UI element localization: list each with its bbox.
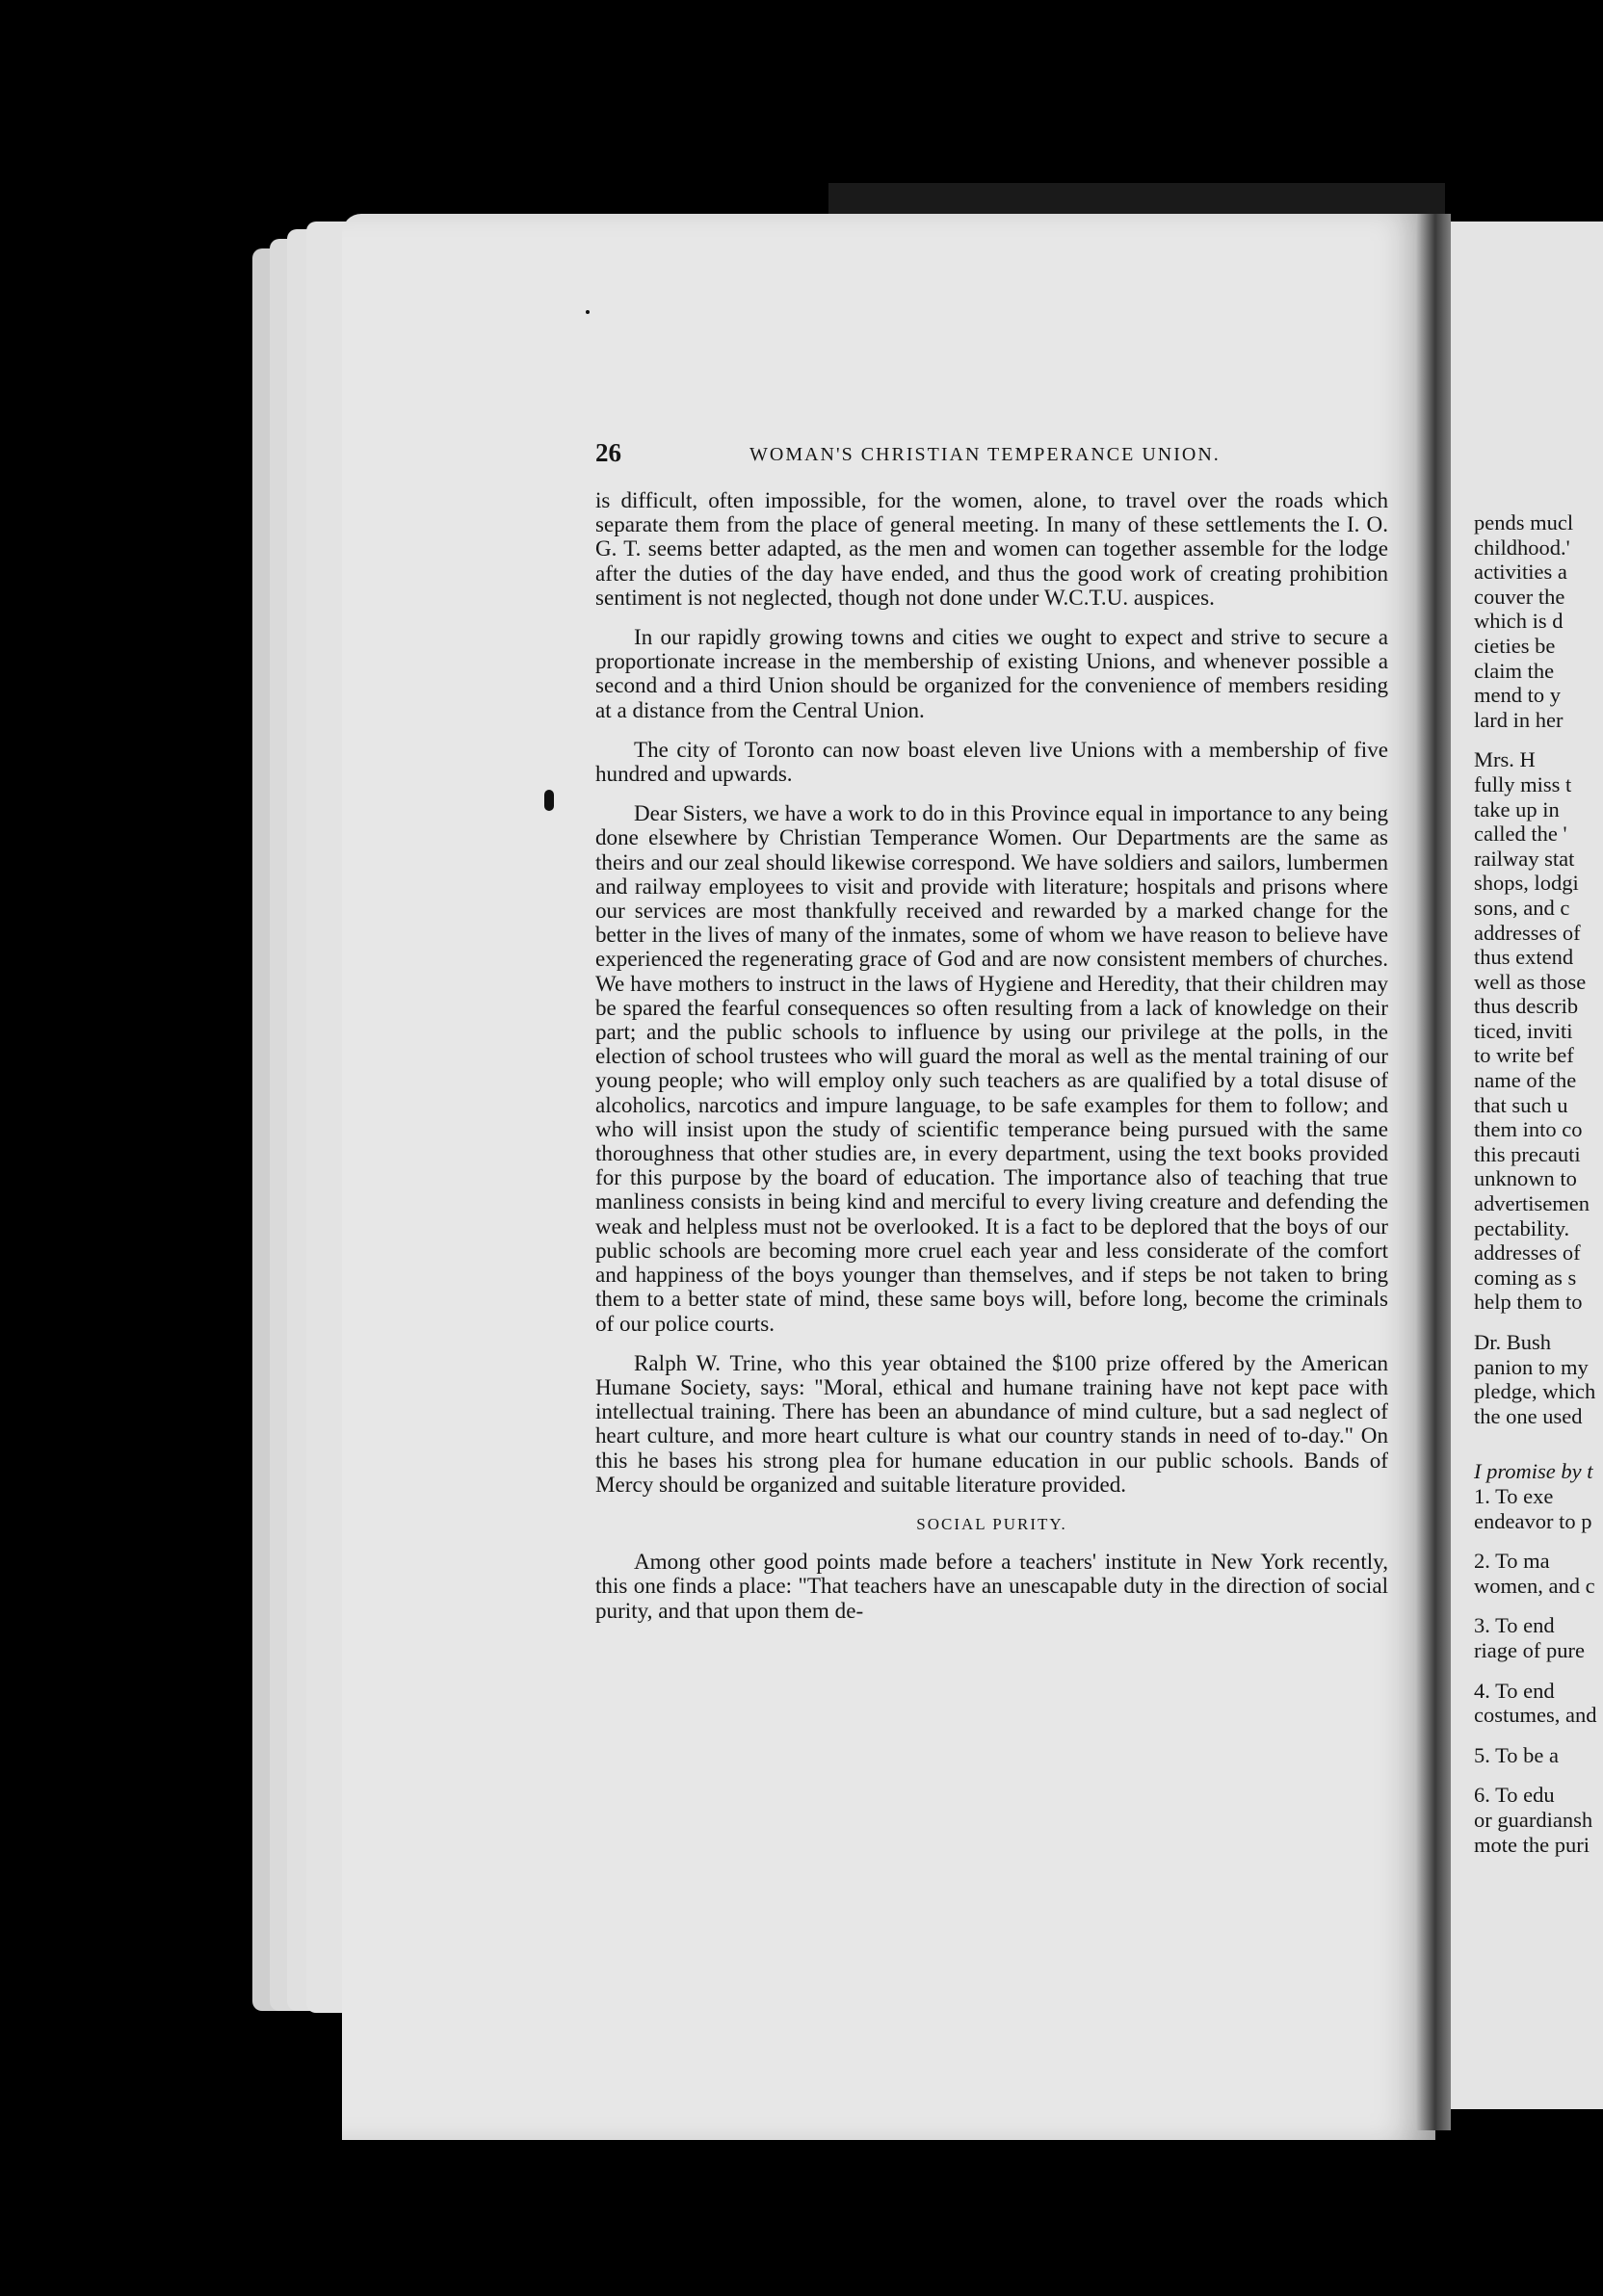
- right-page-line: 5. To be a: [1474, 1742, 1559, 1767]
- right-page-line: Mrs. H: [1474, 747, 1536, 772]
- right-page-line: help them to: [1474, 1290, 1583, 1315]
- right-page-line: 3. To end: [1474, 1613, 1555, 1638]
- right-page-line: couver the: [1474, 584, 1565, 609]
- paragraph: The city of Toronto can now boast eleven live Unions with a membership of five hundred and upwards.: [595, 736, 1388, 787]
- right-page-line: advertisemen: [1474, 1191, 1590, 1216]
- paragraph: In our rapidly growing towns and cities we ought to expect and strive to secure a proportionate increase in the membership of existing Unions, and whenever possible a second and a third Union should be organized for the convenience of members residing at a distance from the Central Union.: [595, 624, 1388, 722]
- right-page-line: 2. To ma: [1474, 1549, 1550, 1574]
- running-head: [595, 438, 1424, 477]
- right-page-line: panion to my: [1474, 1354, 1589, 1379]
- right-page-line: thus extend: [1474, 945, 1574, 970]
- right-page-line: [1474, 732, 1603, 747]
- right-page-line: that such u: [1474, 1092, 1568, 1117]
- right-page-line: cieties be: [1474, 633, 1556, 658]
- right-page-line: [1474, 1663, 1603, 1679]
- right-page: [1451, 222, 1603, 2109]
- right-page-line: mote the puri: [1474, 1832, 1590, 1857]
- page-number: 26: [595, 438, 621, 467]
- right-page-line: coming as s: [1474, 1265, 1577, 1290]
- paragraph: is difficult, often impossible, for the women, alone, to travel over the roads which separate them from the place of general meeting. In many of these settlements the I. O. G. T. seems better adapted, as the men and women can together assemble for the lodge after the duties of the day have ended, and thus the good work of creating prohibition sentiment is not neglected, though not done under W.C.T.U. auspices.: [595, 487, 1388, 610]
- right-page-text: [1474, 510, 1603, 1857]
- body-text: [595, 488, 1388, 1638]
- right-page-line: [1474, 1728, 1603, 1743]
- right-page-line: 4. To end: [1474, 1678, 1555, 1703]
- right-page-line: lard in her: [1474, 707, 1564, 732]
- right-page-line: pledge, which: [1474, 1379, 1596, 1404]
- right-page-line: railway stat: [1474, 846, 1575, 871]
- right-page-line: I promise by t: [1474, 1459, 1593, 1484]
- right-page-line: which is d: [1474, 609, 1564, 634]
- right-page-line: [1474, 1428, 1603, 1444]
- right-page-line: childhood.': [1474, 535, 1570, 560]
- book-gutter: [1416, 214, 1451, 2130]
- right-page-line: endeavor to p: [1474, 1508, 1592, 1533]
- right-page-line: called the ': [1474, 822, 1567, 847]
- ink-speck: [544, 790, 554, 811]
- header-title: WOMAN'S CHRISTIAN TEMPERANCE UNION.: [749, 444, 1221, 465]
- right-page-line: unknown to: [1474, 1166, 1577, 1191]
- right-page-line: [1474, 1315, 1603, 1330]
- right-page-line: the one used: [1474, 1403, 1583, 1428]
- right-page-line: addresses of: [1474, 920, 1581, 945]
- right-page-line: fully miss t: [1474, 771, 1572, 796]
- right-page-line: costumes, and: [1474, 1703, 1597, 1728]
- right-page-line: sons, and c: [1474, 895, 1570, 920]
- right-page-line: [1474, 1444, 1603, 1459]
- paragraph: Among other good points made before a teachers' institute in New York recently, this one finds a place: "That teachers have an unescapable duty in the direction of social purity, and that upon them de-: [595, 1549, 1388, 1623]
- right-page-line: to write bef: [1474, 1043, 1574, 1068]
- right-page-line: [1474, 1533, 1603, 1549]
- right-page-line: take up in: [1474, 796, 1560, 822]
- right-page-line: addresses of: [1474, 1240, 1581, 1265]
- right-page-line: claim the: [1474, 658, 1555, 683]
- section-heading: SOCIAL PURITY.: [916, 1514, 1067, 1533]
- right-page-line: 6. To edu: [1474, 1783, 1555, 1808]
- right-page-line: 1. To exe: [1474, 1483, 1554, 1508]
- ink-speck: [586, 310, 590, 314]
- right-page-line: shops, lodgi: [1474, 871, 1579, 896]
- right-page-line: them into co: [1474, 1117, 1583, 1142]
- right-page-line: ticed, inviti: [1474, 1018, 1573, 1043]
- right-page-line: women, and c: [1474, 1573, 1595, 1598]
- right-page-line: pends mucl: [1474, 510, 1574, 535]
- paragraph: Ralph W. Trine, who this year obtained the $100 prize offered by the American Humane Society, says: "Moral, ethical and humane training have not kept pace with intellectual training. There has been an abundance of mind culture, but a sad neglect of heart culture, and more heart culture is what our country stands in need of to-day." On this he bases his strong plea for humane education in our public schools. Bands of Mercy should be organized and suitable literature provided.: [595, 1349, 1388, 1497]
- right-page-line: thus describ: [1474, 994, 1579, 1019]
- paragraph: Dear Sisters, we have a work to do in this Province equal in importance to any being done elsewhere by Christian Temperance Women. Our Departments are the same as theirs and our zeal should likewise correspond. We have soldiers and sailors, lumbermen and railway employees to visit and provide with literature; hospitals and prisons where our services are most thankfully received and rewarded by a marked change for the better in the lives of many of the inmates, some of whom we have reason to believe have experienced the regenerating grace of God and are now consistent members of churches. We have mothers to instruct in the laws of Hygiene and Heredity, that their children may be spared the fearful consequences so often resulting from a lack of knowledge on their part; and the public schools to influence by using our privilege at the polls, in the election of school trustees who will guard the moral as well as the mental training of our young people; who will employ only such teachers as are qualified by a total disuse of alcoholics, narcotics and impure language, to be safe examples for them to follow; and who will insist upon the study of scientific temperance being pursued with the same thoroughness that other studies are, in every department, using the text books provided for this purpose by the board of education. The importance also of teaching that true manliness consists in being kind and merciful to every living creature and defending the weak and helpless must not be overlooked. It is a fact to be deplored that the boys of our public schools are becoming more cruel each year and less considerate of the comfort and happiness of the boys younger than themselves, and if steps be not taken to bring them to a better state of mind, these same boys will, before long, become the criminals of our police courts.: [595, 800, 1388, 1336]
- right-page-line: mend to y: [1474, 683, 1561, 708]
- right-page-line: Dr. Bush: [1474, 1330, 1552, 1354]
- right-page-line: pectability.: [1474, 1215, 1570, 1240]
- right-page-line: [1474, 1598, 1603, 1613]
- right-page-line: or guardiansh: [1474, 1807, 1593, 1832]
- right-page-line: well as those: [1474, 969, 1587, 994]
- right-page-line: this precauti: [1474, 1141, 1581, 1166]
- right-page-line: [1474, 1767, 1603, 1783]
- right-page-line: activities a: [1474, 560, 1567, 585]
- right-page-line: name of the: [1474, 1068, 1577, 1093]
- right-page-line: riage of pure: [1474, 1637, 1585, 1662]
